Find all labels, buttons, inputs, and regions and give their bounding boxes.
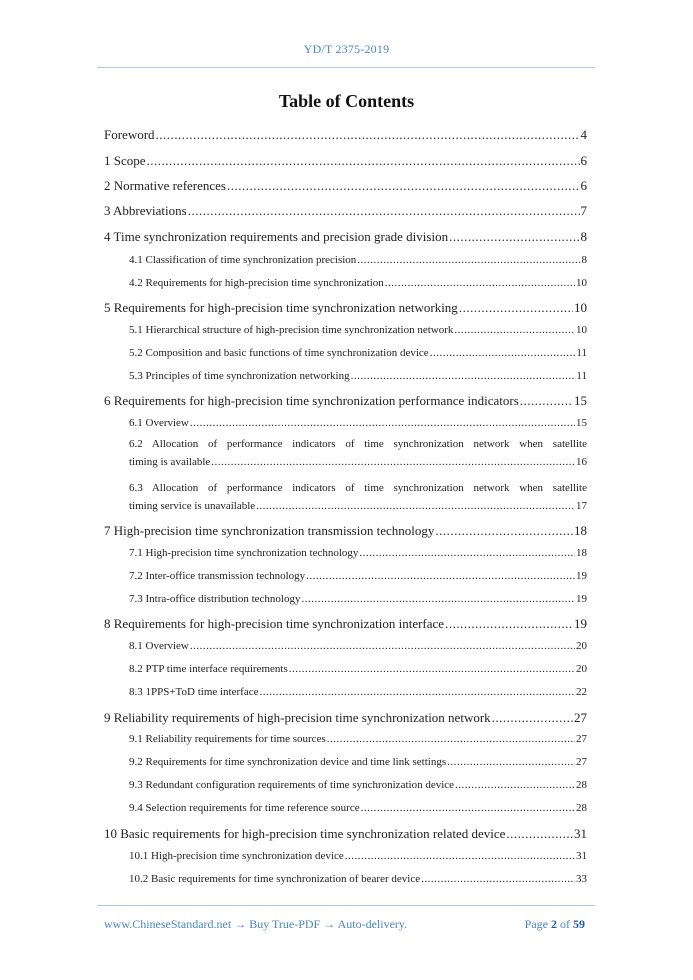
toc-entry-page: 15: [574, 393, 587, 408]
toc-entry-section-10-2[interactable]: [129, 873, 587, 885]
toc-entry-title: 5.2 Composition and basic functions of time synchronization device: [129, 347, 429, 359]
toc-entry-section-6[interactable]: [104, 393, 587, 409]
toc-entry-section-7[interactable]: [104, 523, 587, 539]
toc-entry-page: 22: [576, 686, 587, 698]
toc-entry-title: 5.3 Principles of time synchronization networking: [129, 370, 350, 382]
toc-entry-section-10[interactable]: [104, 826, 587, 842]
toc-entry-title: 5 Requirements for high-precision time synchronization networking: [104, 300, 458, 315]
leader-dots: [385, 277, 575, 289]
toc-entry-section-5-1[interactable]: [129, 324, 587, 336]
toc-entry-page: 19: [576, 593, 587, 605]
footer-rule: [97, 905, 595, 906]
leader-dots: [190, 640, 575, 652]
leader-dots: [421, 873, 575, 885]
toc-entry-section-4[interactable]: [104, 229, 587, 245]
toc-entry-title: 10.1 High-precision time synchronization device: [129, 850, 344, 862]
leader-dots: [156, 127, 580, 143]
toc-entry-title: 6.1 Overview: [129, 417, 189, 429]
arrow-right-icon: →: [323, 917, 336, 931]
toc-entry-page: 19: [576, 570, 587, 582]
leader-dots: [435, 523, 573, 539]
leader-dots: [361, 802, 575, 814]
toc-entry-section-9-2[interactable]: [129, 756, 587, 768]
toc-entry-section-6-3[interactable]: [129, 479, 587, 515]
toc-entry-title: 2 Normative references: [104, 178, 226, 193]
toc-entry-section-5-2[interactable]: [129, 347, 587, 359]
toc-entry-title: 9.4 Selection requirements for time reference source: [129, 802, 360, 814]
leader-dots: [430, 347, 576, 359]
toc-entry-section-7-2[interactable]: [129, 570, 587, 582]
toc-entry-page: 16: [576, 456, 587, 468]
toc-entry-section-6-1[interactable]: [129, 417, 587, 429]
toc-entry-page: 4: [580, 127, 587, 142]
leader-dots: [259, 686, 575, 698]
leader-dots: [449, 229, 579, 245]
leader-dots: [211, 453, 575, 471]
toc-entry-page: 11: [576, 370, 587, 382]
page-of: of: [560, 917, 570, 931]
toc-entry-section-4-1[interactable]: [129, 254, 587, 266]
toc-entry-page: 31: [576, 850, 587, 862]
toc-entry-page: 18: [574, 523, 587, 538]
toc-entry-page: 10: [576, 324, 587, 336]
toc-entry-title: 7.3 Intra-office distribution technology: [129, 593, 301, 605]
toc-entry-title: Foreword: [104, 127, 155, 142]
leader-dots: [306, 570, 575, 582]
leader-dots: [301, 593, 575, 605]
toc-entry-section-7-3[interactable]: [129, 593, 587, 605]
toc-entry-section-9-3[interactable]: [129, 779, 587, 791]
leader-dots: [506, 826, 573, 842]
toc-entry-page: 10: [576, 277, 587, 289]
toc-entry-page: 8: [580, 229, 587, 244]
toc-entry-title: 9 Reliability requirements of high-precision time synchronization network: [104, 710, 491, 725]
toc-entry-section-5[interactable]: [104, 300, 587, 316]
page-title: Table of Contents: [278, 91, 415, 111]
toc-entry-page: 17: [576, 500, 587, 512]
leader-dots: [445, 616, 573, 632]
toc-entry-page: 8: [581, 254, 587, 266]
leader-dots: [492, 710, 573, 726]
leader-dots: [190, 417, 575, 429]
leader-dots: [289, 663, 575, 675]
toc-entry-page: 27: [576, 733, 587, 745]
toc-entry-section-5-3[interactable]: [129, 370, 587, 382]
toc-entry-abbreviations[interactable]: [104, 203, 587, 219]
toc-entry-page: 11: [576, 347, 587, 359]
page-word: Page: [524, 917, 548, 931]
toc-entry-section-8[interactable]: [104, 616, 587, 632]
leader-dots: [327, 733, 575, 745]
toc-entry-section-9-1[interactable]: [129, 733, 587, 745]
leader-dots: [359, 547, 575, 559]
toc-entry-title: 5.1 Hierarchical structure of high-precision time synchronization network: [129, 324, 454, 336]
toc-entry-page: 18: [576, 547, 587, 559]
toc-entry-title-line1: 6.3 Allocation of performance indicators of time synchronization network when satellite: [129, 482, 587, 494]
toc-entry-title: 4 Time synchronization requirements and precision grade division: [104, 229, 449, 244]
toc-entry-page: 33: [576, 873, 587, 885]
document-code-header: YD/T 2375-2019: [303, 42, 390, 56]
toc-entry-title: 4.1 Classification of time synchronization precision: [129, 254, 357, 266]
toc-entry-normative-references[interactable]: [104, 178, 587, 194]
toc-entry-page: 27: [574, 710, 587, 725]
toc-entry-section-10-1[interactable]: [129, 850, 587, 862]
toc-entry-section-8-2[interactable]: [129, 663, 587, 675]
leader-dots: [454, 324, 575, 336]
leader-dots: [256, 497, 575, 515]
toc-entry-section-9[interactable]: [104, 710, 587, 726]
toc-entry-title: 8.3 1PPS+ToD time interface: [129, 686, 259, 698]
leader-dots: [351, 370, 576, 382]
toc-entry-title: 6 Requirements for high-precision time synchronization performance indicators: [104, 393, 519, 408]
toc-entry-page: 28: [576, 779, 587, 791]
leader-dots: [520, 393, 573, 409]
toc-entry-title: 7.2 Inter-office transmission technology: [129, 570, 306, 582]
toc-entry-title: 9.2 Requirements for time synchronization device and time link settings: [129, 756, 447, 768]
toc-entry-page: 20: [576, 663, 587, 675]
toc-entry-title: 9.3 Redundant configuration requirements of time synchronization device: [129, 779, 455, 791]
toc-entry-page: 6: [580, 153, 587, 168]
toc-entry-title: 7.1 High-precision time synchronization technology: [129, 547, 359, 559]
page-total: 59: [573, 917, 585, 931]
page-current: 2: [551, 917, 557, 931]
toc-entry-title: 8.1 Overview: [129, 640, 189, 652]
page-indicator: [525, 917, 585, 932]
toc-entry-title: 8.2 PTP time interface requirements: [129, 663, 288, 675]
toc-entry-page: 27: [576, 756, 587, 768]
leader-dots: [447, 756, 575, 768]
toc-entry-title: 10 Basic requirements for high-precision time synchronization related device: [104, 826, 506, 841]
leader-dots: [459, 300, 573, 316]
toc-entry-page: 31: [574, 826, 587, 841]
toc-entry-section-6-2[interactable]: [129, 435, 587, 471]
toc-entry-title: 1 Scope: [104, 153, 146, 168]
toc-entry-page: 28: [576, 802, 587, 814]
leader-dots: [188, 203, 580, 219]
toc-entry-page: 10: [574, 300, 587, 315]
leader-dots: [147, 153, 580, 169]
toc-entry-section-8-1[interactable]: [129, 640, 587, 652]
toc-entry-title: 9.1 Reliability requirements for time sources: [129, 733, 326, 745]
toc-entry-section-4-2[interactable]: [129, 277, 587, 289]
toc-entry-page: 6: [580, 178, 587, 193]
toc-entry-title-line2: timing service is unavailable: [129, 500, 256, 512]
toc-entry-scope[interactable]: [104, 153, 587, 169]
toc-entry-section-8-3[interactable]: [129, 686, 587, 698]
toc-entry-title: 4.2 Requirements for high-precision time synchronization: [129, 277, 384, 289]
toc-entry-title: 8 Requirements for high-precision time synchronization interface: [104, 616, 445, 631]
site-link[interactable]: www.ChineseStandard.net: [104, 917, 232, 931]
toc-entry-title: 10.2 Basic requirements for time synchronization of bearer device: [129, 873, 421, 885]
header-rule: [97, 67, 595, 68]
toc-entry-section-7-1[interactable]: [129, 547, 587, 559]
toc-entry-foreword[interactable]: [104, 127, 587, 143]
footer-links: [104, 917, 407, 932]
leader-dots: [345, 850, 575, 862]
auto-delivery-text: Auto-delivery.: [337, 917, 408, 931]
toc-entry-title-line1: 6.2 Allocation of performance indicators of time synchronization network when satellite: [129, 438, 587, 450]
leader-dots: [455, 779, 575, 791]
toc-entry-title: 7 High-precision time synchronization transmission technology: [104, 523, 435, 538]
leader-dots: [357, 254, 580, 266]
toc-entry-page: 7: [580, 203, 587, 218]
toc-entry-page: 19: [574, 616, 587, 631]
buy-true-pdf-link[interactable]: Buy True-PDF: [249, 917, 321, 931]
toc-entry-title-line2: timing is available: [129, 456, 211, 468]
leader-dots: [227, 178, 580, 194]
toc-entry-section-9-4[interactable]: [129, 802, 587, 814]
toc-entry-title: 3 Abbreviations: [104, 203, 187, 218]
toc-entry-page: 15: [576, 417, 587, 429]
arrow-right-icon: →: [234, 917, 247, 931]
toc-entry-page: 20: [576, 640, 587, 652]
